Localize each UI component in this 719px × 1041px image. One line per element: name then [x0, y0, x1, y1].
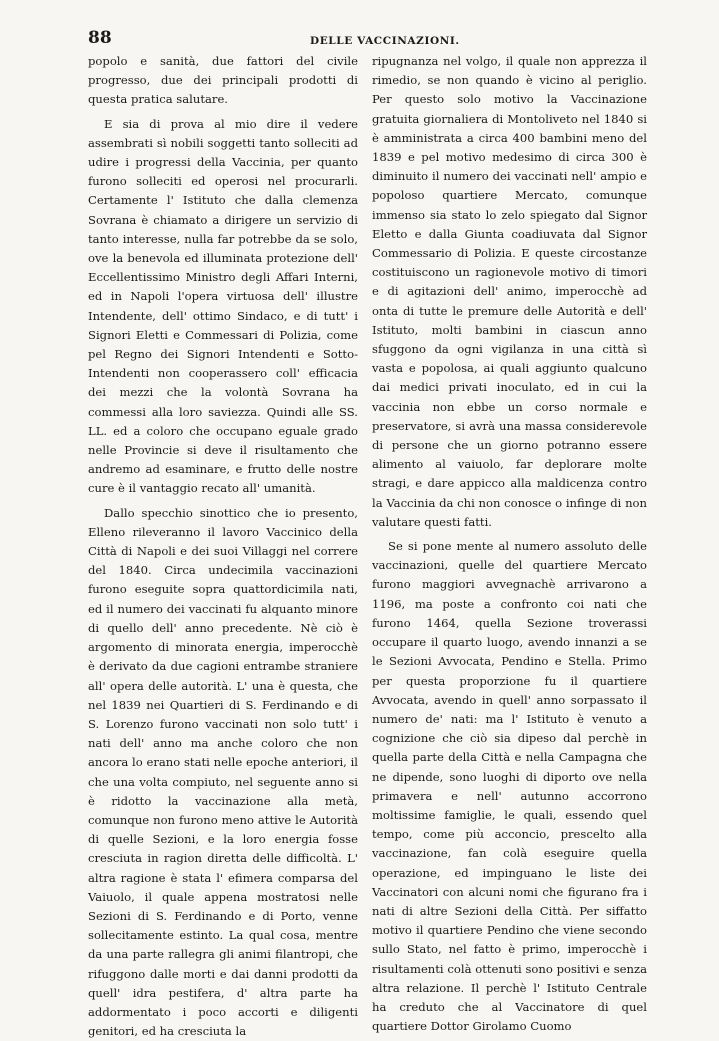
paragraph: ripugnanza nel volgo, il quale non apprezza il rimedio, se non quando è vicino al periglio. Per questo solo motivo la Vaccinazione gratuita giornaliera di Montoliveto nel 1840 si è amministrata a circa 400 bambini meno del 1839 e pel motivo medesimo di circa 300 è diminuito il numero dei vaccinati nell' ampio e popoloso quartiere Mercato, comunque immenso sia stato lo zelo spiegato dal Signor Eletto e dalla Giunta coadiuvata dal Signor Commessario di Polizia. E queste circostanze costituiscono un ragionevole motivo di timori e di agitazioni dell' animo, imperocchè ad onta di tutte le premure delle Autorità e dell' Istituto, molti bambini in ciascun anno sfuggono da ogni vigilanza in una città sì vasta e popolosa, ai quali aggiunto qualcuno dai medici privati inoculato, ed in cui la vaccinia non ebbe un corso normale e preservatore, si avrà una massa considerevole di persone che un giorno potranno essere alimento al vaiuolo, far deplorare molte stragi, e dare appicco alla maldicenza contro la Vaccinia da chi non conosce o infinge di non valutare questi fatti. [372, 54, 647, 529]
paragraph: popolo e sanità, due fattori del civile progresso, due dei principali prodotti di questa pratica salutare. [88, 54, 358, 107]
paragraph: Se si pone mente al numero assoluto delle vaccinazioni, quelle del quartiere Mercato furono maggiori avvegnachè arrivarono a 1196, ma poste a confronto coi nati che furono 1464, quella Sezione troverassi occupare il quarto luogo, avendo innanzi a se le Sezioni Avvocata, Pendino e Stella. Primo per questa proporzione fu il quartiere Avvocata, avendo in quell' anno sorpassato il numero de' nati: ma l' Istituto è venuto a cognizione che ciò sia dipeso dal perchè in quella parte della Città e nella Campagna che ne dipende, sono luoghi di diporto ove nella primavera e nell' autunno accorrono moltissime famiglie, le quali, essendo quel tempo, come più acconcio, prescelto alla vaccinazione, fan colà eseguire quella operazione, ed impinguano le liste dei Vaccinatori con alcuni nomi che figurano fra i nati di altre Sezioni della Città. Per siffatto motivo il quartiere Pendino che viene secondo sullo Stato, nel fatto è primo, imperocchè i risultamenti colà ottenuti sono positivi e senza altra relazione. Il perchè l' Istituto Centrale ha creduto che al Vaccinatore di quel quartiere Dottor Girolamo Cuomo [372, 539, 647, 1034]
running-title: DELLE VACCINAZIONI. [310, 35, 460, 47]
left-text-column [88, 52, 358, 1041]
paragraph: Dallo specchio sinottico che io presento, Elleno rileveranno il lavoro Vaccinico della Città di Napoli e dei suoi Villaggi nel correre del 1840. Circa undecimila vaccinazioni furono eseguite sopra quattordicimila nati, ed il numero dei vaccinati fu alquanto minore di quello dell' anno precedente. Nè ciò è argomento di minorata energia, imperocchè è derivato da due cagioni entrambe straniere all' opera delle autorità. L' una è questa, che nel 1839 nei Quartieri di S. Ferdinando e di S. Lorenzo furono vaccinati non solo tutt' i nati dell' anno ma anche coloro che non ancora lo erano stati nelle epoche anteriori, il che una volta compiuto, nel seguente anno si è ridotto la vaccinazione alla metà, comunque non furono meno attive le Autorità di quelle Sezioni, e la loro energia fosse cresciuta in ragion diretta delle difficoltà. L' altra ragione è stata l' efimera comparsa del Vaiuolo, il quale appena mostratosi nelle Sezioni di S. Ferdinando e di Porto, venne sollecitamente estinto. La qual cosa, mentre da una parte rallegra gli animi filantropi, che rifuggono dalle morti e dai danni prodotti da quell' idra pestifera, d' altra parte ha addormentato i poco accorti e diligenti genitori, ed ha cresciuta la [88, 505, 358, 1039]
page-number: 88 [88, 28, 112, 48]
paragraph: E sia di prova al mio dire il vedere assembrati sì nobili soggetti tanto solleciti ad udire i progressi della Vaccinia, per quanto furono solleciti ed operosi nel procurarli. Certamente l' Istituto che dalla clemenza Sovrana è chiamato a dirigere un servizio di tanto interesse, nulla far potrebbe da se solo, ove la benevola ed illuminata protezione dell' Eccellentissimo Ministro degli Affari Interni, ed in Napoli l'opera virtuosa dell' illustre Intendente, dell' ottimo Sindaco, e di tutt' i Signori Eletti e Commessari di Polizia, come pel Regno dei Signori Intendenti e Sotto-Intendenti non cooperassero coll' efficacia dei mezzi che la volontà Sovrana ha commessi alla loro saviezza. Quindi alle SS. LL. ed a coloro che occupano eguale grado nelle Provincie si deve il risultamento che andremo ad esaminare, e frutto delle nostre cure è il vantaggio recato all' umanità. [88, 116, 358, 496]
right-text-column [372, 52, 647, 1036]
